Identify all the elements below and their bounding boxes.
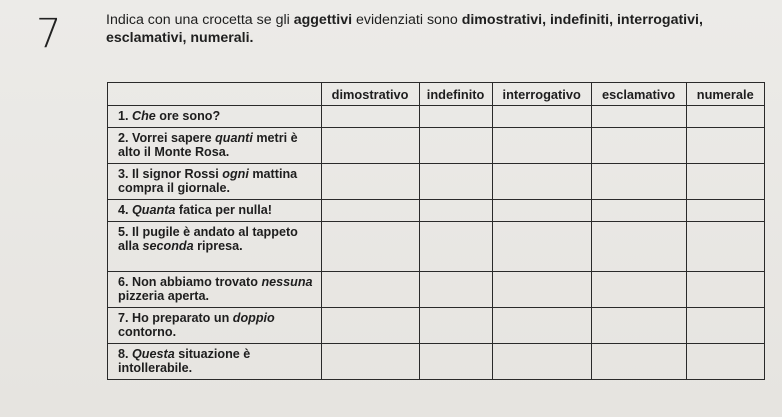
table-row <box>108 344 765 380</box>
instruction-segment: Indica con una crocetta se gli <box>106 12 294 28</box>
checkbox-cell-esclamativo[interactable] <box>591 128 686 164</box>
checkbox-cell-dimostrativo[interactable] <box>321 344 419 380</box>
sentence-text: situazione è intollerabile. <box>118 347 251 375</box>
table-row <box>108 222 765 272</box>
checkbox-cell-interrogativo[interactable] <box>492 164 591 200</box>
checkbox-cell-dimostrativo[interactable] <box>321 308 419 344</box>
checkbox-cell-indefinito[interactable] <box>419 106 492 128</box>
sentence-cell <box>108 272 322 308</box>
sentence-text: pizzeria aperta. <box>118 289 209 303</box>
highlighted-adjective: Questa <box>132 347 175 361</box>
checkbox-cell-dimostrativo[interactable] <box>321 164 419 200</box>
header-dimostrativo: dimostrativo <box>321 83 419 106</box>
highlighted-adjective: Quanta <box>132 203 176 217</box>
sentence-cell <box>108 200 322 222</box>
answer-table <box>107 82 765 380</box>
checkbox-cell-dimostrativo[interactable] <box>321 200 419 222</box>
table-row <box>108 272 765 308</box>
sentence-cell <box>108 164 322 200</box>
table-row <box>108 128 765 164</box>
checkbox-cell-interrogativo[interactable] <box>492 308 591 344</box>
checkbox-cell-dimostrativo[interactable] <box>321 222 419 272</box>
highlighted-adjective: doppio <box>232 311 275 325</box>
checkbox-cell-esclamativo[interactable] <box>591 344 686 380</box>
sentence-cell <box>108 106 322 128</box>
checkbox-cell-indefinito[interactable] <box>419 200 492 222</box>
checkbox-cell-indefinito[interactable] <box>419 164 492 200</box>
checkbox-cell-numerale[interactable] <box>686 164 764 200</box>
instruction-segment: evidenziati sono <box>352 12 462 28</box>
sentence-text: ore sono? <box>155 109 221 123</box>
exercise-number: 7 <box>36 11 62 57</box>
checkbox-cell-interrogativo[interactable] <box>492 272 591 308</box>
checkbox-cell-dimostrativo[interactable] <box>321 106 419 128</box>
checkbox-cell-esclamativo[interactable] <box>591 308 686 344</box>
checkbox-cell-numerale[interactable] <box>686 272 764 308</box>
checkbox-cell-dimostrativo[interactable] <box>321 272 419 308</box>
checkbox-cell-indefinito[interactable] <box>419 272 492 308</box>
checkbox-cell-esclamativo[interactable] <box>591 200 686 222</box>
checkbox-cell-dimostrativo[interactable] <box>321 128 419 164</box>
checkbox-cell-esclamativo[interactable] <box>591 106 686 128</box>
checkbox-cell-interrogativo[interactable] <box>492 128 591 164</box>
exercise-instruction <box>106 11 776 47</box>
table-row <box>108 308 765 344</box>
sentence-text: 5. Il pugile è andato al tappeto alla <box>118 225 298 253</box>
header-numerale: numerale <box>686 83 764 106</box>
checkbox-cell-numerale[interactable] <box>686 344 764 380</box>
header-blank <box>108 83 322 106</box>
checkbox-cell-numerale[interactable] <box>686 128 764 164</box>
checkbox-cell-interrogativo[interactable] <box>492 344 591 380</box>
table-row <box>108 164 765 200</box>
highlighted-adjective: ogni <box>222 167 249 181</box>
sentence-text: 4. <box>118 203 133 217</box>
instruction-segment: dimostrativi, indefiniti, interrogativi, esclamativi, numerali. <box>106 12 703 46</box>
sentence-text: 6. Non abbiamo trovato <box>118 275 262 289</box>
sentence-text: 3. Il signor Rossi <box>118 167 223 181</box>
checkbox-cell-interrogativo[interactable] <box>492 106 591 128</box>
checkbox-cell-indefinito[interactable] <box>419 222 492 272</box>
table-header-row <box>108 83 765 106</box>
sentence-text: 8. <box>118 347 133 361</box>
sentence-text: ripresa. <box>193 239 243 253</box>
sentence-text: 7. Ho preparato un <box>118 311 233 325</box>
highlighted-adjective: Che <box>132 109 156 123</box>
checkbox-cell-interrogativo[interactable] <box>492 222 591 272</box>
instruction-segment: aggettivi <box>293 12 353 28</box>
checkbox-cell-numerale[interactable] <box>686 106 764 128</box>
checkbox-cell-esclamativo[interactable] <box>591 222 686 272</box>
sentence-text: 2. Vorrei sapere <box>118 131 216 145</box>
checkbox-cell-indefinito[interactable] <box>419 128 492 164</box>
checkbox-cell-numerale[interactable] <box>686 308 764 344</box>
highlighted-adjective: seconda <box>142 239 194 253</box>
checkbox-cell-numerale[interactable] <box>686 222 764 272</box>
sentence-text: contorno. <box>118 325 177 339</box>
sentence-text: metri è alto il Monte Rosa. <box>118 131 298 159</box>
header-indefinito: indefinito <box>419 83 492 106</box>
sentence-text: mattina compra il giornale. <box>118 167 298 195</box>
checkbox-cell-esclamativo[interactable] <box>591 272 686 308</box>
checkbox-cell-esclamativo[interactable] <box>591 164 686 200</box>
table-row <box>108 200 765 222</box>
sentence-cell <box>108 128 322 164</box>
sentence-cell <box>108 344 322 380</box>
sentence-cell <box>108 308 322 344</box>
checkbox-cell-interrogativo[interactable] <box>492 200 591 222</box>
table-row <box>108 106 765 128</box>
sentence-text: fatica per nulla! <box>175 203 272 217</box>
highlighted-adjective: quanti <box>215 131 253 145</box>
header-esclamativo: esclamativo <box>591 83 686 106</box>
checkbox-cell-numerale[interactable] <box>686 200 764 222</box>
sentence-cell <box>108 222 322 272</box>
header-interrogativo: interrogativo <box>492 83 591 106</box>
highlighted-adjective: nessuna <box>261 275 313 289</box>
checkbox-cell-indefinito[interactable] <box>419 344 492 380</box>
checkbox-cell-indefinito[interactable] <box>419 308 492 344</box>
sentence-text: 1. <box>118 109 133 123</box>
